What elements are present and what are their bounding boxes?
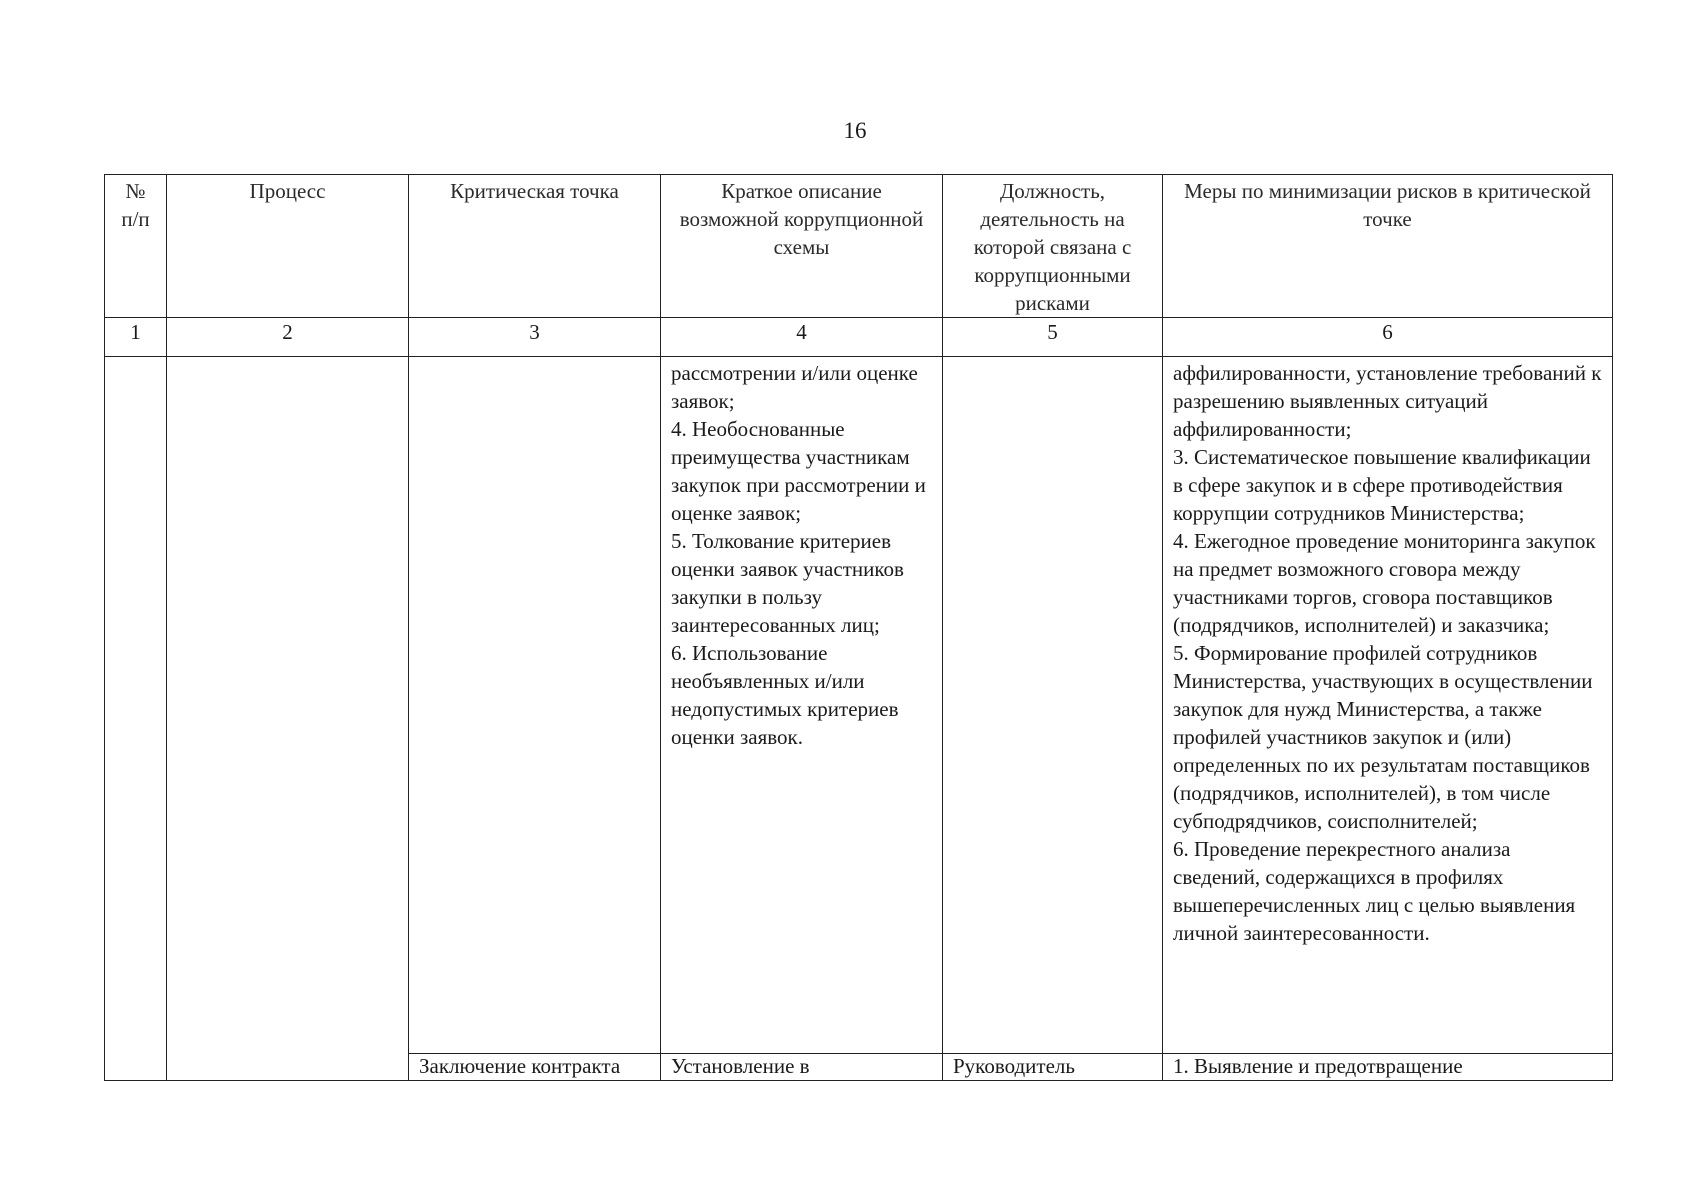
scheme-line: 4. Необоснованные преимущества участникам закупок при рассмотрении и оценке заявок; (671, 417, 926, 525)
header-critical-point: Критическая точка (409, 175, 661, 318)
cell-measures: 1. Выявление и предотвращение (1163, 1054, 1613, 1081)
scheme-line: рассмотрении и/или оценке заявок; (671, 361, 918, 413)
cell-number (105, 357, 167, 1054)
cell-number (105, 1054, 167, 1081)
column-number-row (105, 318, 1613, 357)
header-process: Процесс (167, 175, 409, 318)
scheme-line: 6. Использование необъявленных и/или недопустимых критериев оценки заявок. (671, 641, 899, 749)
scheme-line: 5. Толкование критериев оценки заявок участников закупки в пользу заинтересованных лиц; (671, 529, 904, 637)
cell-process (167, 357, 409, 1054)
table-header-row (105, 175, 1613, 318)
table-row (105, 1054, 1613, 1081)
corruption-risk-table (104, 174, 1613, 1081)
column-number: 2 (167, 318, 409, 357)
header-position: Должность, деятельность на которой связана с коррупционными рисками (943, 175, 1163, 318)
page-number: 16 (843, 118, 867, 143)
measure-line: 6. Проведение перекрестного анализа сведений, содержащихся в профилях вышеперечисленных лиц с целью выявления личной заинтересованности. (1173, 837, 1576, 945)
column-number: 6 (1163, 318, 1613, 357)
table-row (105, 357, 1613, 1054)
measure-line: 4. Ежегодное проведение мониторинга закупок на предмет возможного сговора между участниками торгов, сговора поставщиков (подрядчиков, исполнителей) и заказчика; (1173, 529, 1596, 637)
cell-critical-point: Заключение контракта (409, 1054, 661, 1081)
column-number: 3 (409, 318, 661, 357)
header-number: № п/п (105, 175, 167, 318)
cell-position (943, 357, 1163, 1054)
measure-line: аффилированности, установление требований к разрешению выявленных ситуаций аффилированности; (1173, 361, 1602, 441)
column-number: 1 (105, 318, 167, 357)
cell-process (167, 1054, 409, 1081)
measure-line: 3. Систематическое повышение квалификации в сфере закупок и в сфере противодействия коррупции сотрудников Министерства; (1173, 445, 1591, 525)
cell-critical-point (409, 357, 661, 1054)
cell-position: Руководитель (943, 1054, 1163, 1081)
header-scheme-description: Краткое описание возможной коррупционной схемы (661, 175, 943, 318)
cell-scheme-description: Установление в (661, 1054, 943, 1081)
column-number: 5 (943, 318, 1163, 357)
cell-measures (1163, 357, 1613, 1054)
header-measures: Меры по минимизации рисков в критической точке (1163, 175, 1613, 318)
cell-scheme-description (661, 357, 943, 1054)
measure-line: 5. Формирование профилей сотрудников Министерства, участвующих в осуществлении закупок для нужд Министерства, а также профилей участников закупок и (или) определенных по их результатам поставщиков (подрядчиков, исполнителей), в том числе субподрядчиков, соисполнителей; (1173, 641, 1593, 833)
column-number: 4 (661, 318, 943, 357)
